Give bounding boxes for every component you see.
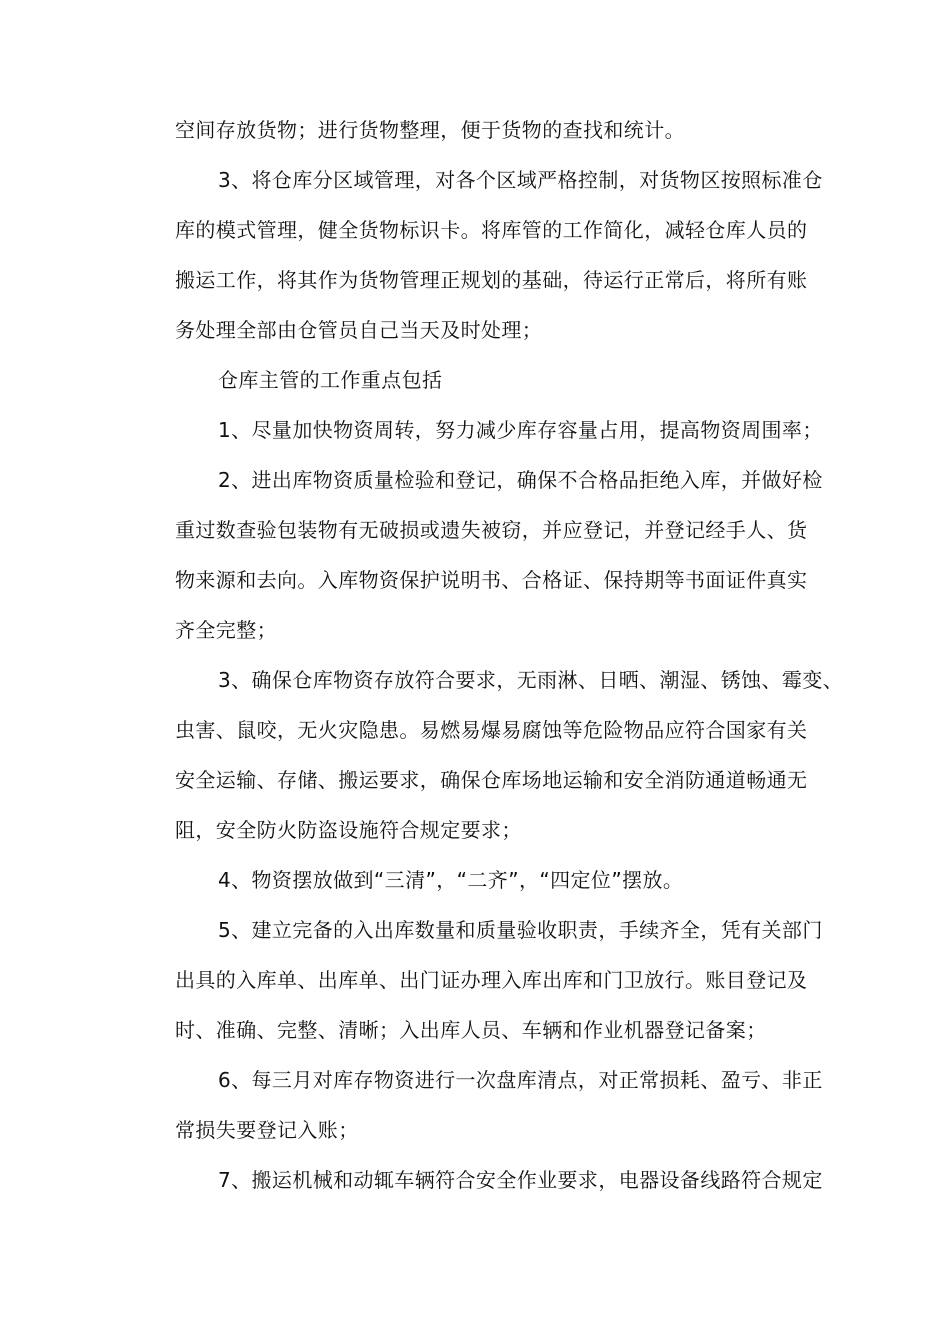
paragraph-line: 重过数查验包装物有无破损或遗失被窃，并应登记，并登记经手人、货	[175, 518, 808, 542]
paragraph-line: 安全运输、存储、搬运要求，确保仓库场地运输和安全消防通道畅通无	[175, 768, 808, 792]
paragraph-line: 物来源和去向。入库物资保护说明书、合格证、保持期等书面证件真实	[175, 568, 808, 592]
paragraph-line: 空间存放货物；进行货物整理，便于货物的查找和统计。	[175, 118, 685, 142]
paragraph-line: 2、进出库物资质量检验和登记，确保不合格品拒绝入库，并做好检	[218, 468, 823, 492]
paragraph-line: 3、将仓库分区域管理，对各个区域严格控制，对货物区按照标准仓	[218, 168, 823, 192]
paragraph-line: 7、搬运机械和动辄车辆符合安全作业要求，电器设备线路符合规定	[218, 1168, 823, 1192]
section-heading: 仓库主管的工作重点包括	[218, 368, 443, 392]
paragraph-line: 4、物资摆放做到“三清”，“二齐”，“四定位”摆放。	[218, 868, 684, 892]
paragraph-line: 出具的入库单、出库单、出门证办理入库出库和门卫放行。账目登记及	[175, 968, 808, 992]
paragraph-line: 3、确保仓库物资存放符合要求，无雨淋、日晒、潮湿、锈蚀、霉变、	[218, 668, 844, 692]
paragraph-line: 库的模式管理，健全货物标识卡。将库管的工作简化，减轻仓库人员的	[175, 218, 808, 242]
paragraph-line: 虫害、鼠咬，无火灾隐患。易燃易爆易腐蚀等危险物品应符合国家有关	[175, 718, 808, 742]
paragraph-line: 务处理全部由仓管员自己当天及时处理；	[175, 318, 543, 342]
paragraph-line: 1、尽量加快物资周转，努力减少库存容量占用，提高物资周围率；	[218, 418, 823, 442]
paragraph-line: 时、准确、完整、清晰；入出库人员、车辆和作业机器登记备案；	[175, 1018, 767, 1042]
paragraph-line: 6、每三月对库存物资进行一次盘库清点，对正常损耗、盈亏、非正	[218, 1068, 823, 1092]
paragraph-line: 齐全完整；	[175, 618, 277, 642]
paragraph-line: 5、建立完备的入出库数量和质量验收职责，手续齐全，凭有关部门	[218, 918, 823, 942]
paragraph-line: 阻，安全防火防盗设施符合规定要求；	[175, 818, 522, 842]
paragraph-line: 常损失要登记入账；	[175, 1118, 359, 1142]
paragraph-line: 搬运工作，将其作为货物管理正规划的基础，待运行正常后，将所有账	[175, 268, 808, 292]
